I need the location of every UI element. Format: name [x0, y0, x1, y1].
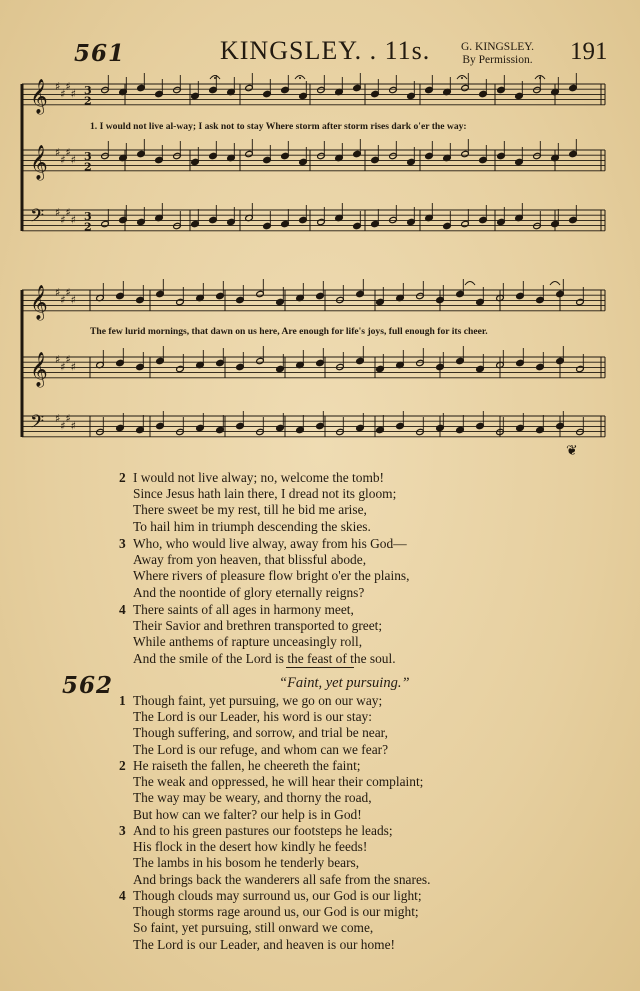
fermata-dot — [299, 77, 301, 79]
hymn-number-561: 561 — [74, 40, 126, 67]
stanza-number: 1 — [119, 693, 126, 708]
lyric-underlay-system1: 1. I would not live al-way; I ask not to stay Where storm after storm rises dark o'er the way: — [90, 121, 467, 132]
stanza-line: Their Savior and brethren transported to greet; — [133, 618, 383, 634]
sharp-icon: ♯ — [65, 412, 71, 425]
treble-clef-icon: 𝄞 — [30, 79, 48, 114]
stanza-line: The Lord is our Leader, and heaven is our home! — [133, 936, 395, 952]
sharp-icon: ♯ — [55, 353, 61, 366]
sharp-icon: ♯ — [70, 213, 76, 227]
stanza-line: Though faint, yet pursuing, we go on our way; — [133, 693, 383, 708]
fermata-dot — [539, 77, 541, 79]
stanza-number: 2 — [119, 758, 126, 773]
sharp-icon: ♯ — [55, 80, 61, 93]
stanza-line: Though clouds may surround us, our God is our light; — [133, 888, 422, 903]
sharp-icon: ♯ — [65, 286, 71, 299]
hymn-number-562: 562 — [62, 672, 114, 699]
sharp-icon: ♯ — [65, 146, 71, 159]
stanza-line: While anthems of rapture unceasingly roll, — [133, 634, 363, 650]
permission-note: By Permission. — [462, 54, 533, 66]
stanza-line: The way may be weary, and thorny the road, — [133, 790, 372, 806]
end-ornament-icon: ❦ — [566, 443, 578, 459]
sharp-icon: ♯ — [65, 80, 71, 93]
stanza-line: Though suffering, and sorrow, and trial be near, — [133, 725, 388, 741]
stanza-line: The Lord is our Leader, his word is our stay: — [133, 709, 372, 725]
sharp-icon: ♯ — [70, 360, 76, 374]
stanza-line: To hail him in triumph descending the skies. — [133, 518, 371, 534]
stanza-line: But how can we falter? our help is in God! — [133, 806, 362, 822]
page-number: 191 — [570, 38, 608, 65]
stanza-561-4 — [119, 602, 589, 667]
stanza-line: And to his green pastures our footsteps he leads; — [133, 823, 393, 838]
stanza-562-1 — [119, 693, 589, 758]
sharp-icon: ♯ — [70, 153, 76, 167]
fermata-dot — [461, 77, 463, 79]
time-signature: 3 — [84, 84, 92, 97]
sharp-icon: ♯ — [60, 293, 66, 307]
sharp-icon: ♯ — [60, 213, 66, 227]
sharp-icon: ♯ — [70, 87, 76, 101]
stanza-line: His flock in the desert how kindly he feeds! — [133, 839, 368, 855]
sharp-icon: ♯ — [60, 360, 66, 374]
sharp-icon: ♯ — [55, 146, 61, 159]
treble-clef-icon: 𝄞 — [30, 352, 48, 387]
stanza-562-4 — [119, 888, 589, 953]
sharp-icon: ♯ — [60, 419, 66, 433]
stanza-line: Where rivers of pleasure flow bright o'er the plains, — [133, 568, 410, 584]
music-score — [0, 0, 640, 460]
fermata-icon — [550, 282, 560, 286]
time-signature: 3 — [84, 210, 92, 223]
lyric-underlay-system2: The few lurid mornings, that dawn on us here, Are enough for life's joys, full enough for its cheer. — [90, 326, 488, 337]
bass-clef-icon: 𝄢 — [30, 206, 45, 231]
tune-title: KINGSLEY. . 11s. — [220, 36, 431, 65]
stanza-number: 3 — [119, 536, 126, 551]
treble-clef-icon: 𝄞 — [30, 145, 48, 180]
stanza-line: The weak and oppressed, he will hear their complaint; — [133, 774, 424, 790]
composer-name: G. KINGSLEY. — [461, 41, 534, 53]
stanza-number: 4 — [119, 888, 126, 903]
sharp-icon: ♯ — [55, 286, 61, 299]
time-signature: 3 — [84, 150, 92, 163]
stanza-line: He raiseth the fallen, he cheereth the faint; — [133, 758, 361, 773]
stanza-number: 4 — [119, 602, 126, 617]
stanza-line: There saints of all ages in harmony meet, — [133, 602, 354, 617]
sharp-icon: ♯ — [65, 353, 71, 366]
stanza-line: And the smile of the Lord is the feast of the soul. — [133, 650, 396, 666]
sharp-icon: ♯ — [55, 412, 61, 425]
stanza-line: Since Jesus hath lain there, I dread not its gloom; — [133, 486, 397, 502]
stanza-line: And the noontide of glory eternally reigns? — [133, 584, 365, 600]
sharp-icon: ♯ — [60, 87, 66, 101]
stanza-line: The lambs in his bosom he tenderly bears, — [133, 855, 360, 871]
treble-clef-icon: 𝄞 — [30, 285, 48, 320]
sharp-icon: ♯ — [60, 153, 66, 167]
sharp-icon: ♯ — [70, 293, 76, 307]
stanza-number: 3 — [119, 823, 126, 838]
hymn-subtitle: “Faint, yet pursuing.” — [279, 675, 410, 691]
sharp-icon: ♯ — [55, 206, 61, 219]
stanza-561-2 — [119, 470, 589, 535]
stanza-line: Away from yon heaven, that blissful abode, — [133, 552, 367, 568]
section-divider — [286, 667, 354, 668]
time-signature: 2 — [84, 94, 92, 108]
stanza-562-3 — [119, 823, 589, 888]
time-signature: 2 — [84, 160, 92, 174]
time-signature: 2 — [84, 220, 92, 234]
stanza-562-2 — [119, 758, 589, 823]
stanza-line: Though storms rage around us, our God is our might; — [133, 904, 419, 920]
sharp-icon: ♯ — [70, 419, 76, 433]
bass-clef-icon: 𝄢 — [30, 412, 45, 437]
stanza-line: Who, who would live alway, away from his God— — [133, 536, 407, 551]
stanza-561-3 — [119, 536, 589, 601]
stanza-line: And brings back the wanderers all safe from the snares. — [133, 871, 431, 887]
stanza-line: I would not live alway; no, welcome the tomb! — [133, 470, 385, 485]
stanza-line: There sweet be my rest, till he bid me arise, — [133, 502, 367, 518]
fermata-icon — [465, 282, 475, 286]
stanza-number: 2 — [119, 470, 126, 485]
sharp-icon: ♯ — [65, 206, 71, 219]
fermata-dot — [214, 77, 216, 79]
stanza-line: The Lord is our refuge, and whom can we fear? — [133, 741, 389, 757]
stanza-line: So faint, yet pursuing, still onward we come, — [133, 920, 374, 936]
